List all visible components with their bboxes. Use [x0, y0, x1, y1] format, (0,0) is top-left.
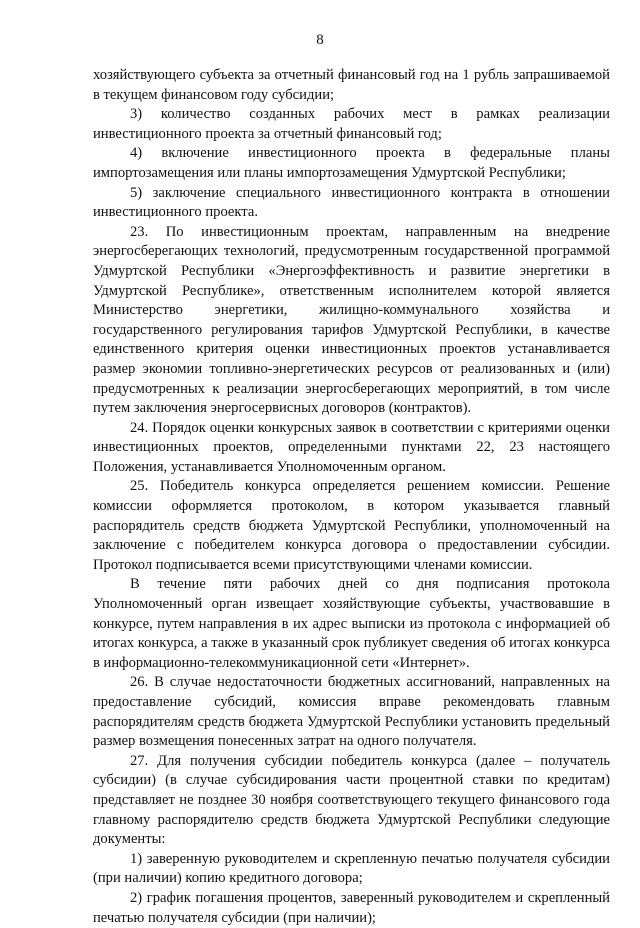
list-item-4: 4) включение инвестиционного проекта в федеральные планы импортозамещения или планы импортозамещения Удмуртской Республики; — [93, 145, 610, 181]
document-list-item-1: 1) заверенную руководителем и скрепленную печатью получателя субсидии (при наличии) копию кредитного договора; — [93, 850, 610, 887]
paragraph-continuation: хозяйствующего субъекта за отчетный финансовый год на 1 рубль запрашиваемой в текущем финансовом году субсидии; — [93, 67, 610, 103]
page-number: 8 — [316, 32, 324, 48]
clause-25: 25. Победитель конкурса определяется решением комиссии. Решение комиссии оформляется протоколом, в котором указывается главный распорядитель средств бюджета Удмуртской Республики, уполномоченный на заключение с победителем конкурса договора о предоставлении субсидии. Протокол подписывается всеми присутствующими членами комиссии. — [93, 478, 610, 573]
document-list-item-2: 2) график погашения процентов, заверенный руководителем и скрепленный печатью получателя субсидии (при наличии); — [93, 889, 610, 926]
clause-25-continued: В течение пяти рабочих дней со дня подписания протокола Уполномоченный орган извещает хозяйствующие субъекты, участвовавшие в конкурсе, путем направления в их адрес выписки из протокола с информацией об итогах конкурса, а также в указанный срок публикует сведения об итогах конкурса в информационно-телекоммуникационной сети «Интернет». — [93, 576, 610, 671]
clause-23: 23. По инвестиционным проектам, направленным на внедрение энергосберегающих технологий, предусмотренным государственной программой Удмуртской Республики «Энергоэффективность и развитие энергетики в Удмуртской Республике», ответственным исполнителем которой является Министерство энергетики, жилищно-коммунального хозяйства и государственного регулирования тарифов Удмуртской Республики, в качестве единственного критерия оценки инвестиционных проектов устанавливается размер экономии топливно-энергетических ресурсов от реализованных и (или) предусмотренных к реализации энергосберегающих мероприятий, в том числе путем заключения энергосервисных договоров (контрактов). — [93, 223, 610, 417]
clause-24: 24. Порядок оценки конкурсных заявок в соответствии с критериями оценки инвестиционных проектов, определенными пунктами 22, 23 настоящего Положения, устанавливается Уполномоченным органом. — [93, 419, 610, 475]
list-item-3: 3) количество созданных рабочих мест в рамках реализации инвестиционного проекта за отчетный финансовый год; — [93, 106, 610, 142]
document-body — [93, 66, 610, 928]
list-item-5: 5) заключение специального инвестиционного контракта в отношении инвестиционного проекта. — [93, 184, 610, 221]
clause-26: 26. В случае недостаточности бюджетных ассигнований, направленных на предоставление субсидий, комиссия вправе рекомендовать главным распорядителям средств бюджета Удмуртской Республики установить предельный размер возмещения понесенных затрат на одного получателя. — [93, 674, 610, 750]
clause-27: 27. Для получения субсидии победитель конкурса (далее – получатель субсидии) (в случае субсидирования части процентной ставки по кредитам) представляет не позднее 30 ноября соответствующего текущего финансового года главному распорядителю средств бюджета Удмуртской Республики следующие документы: — [93, 752, 610, 848]
